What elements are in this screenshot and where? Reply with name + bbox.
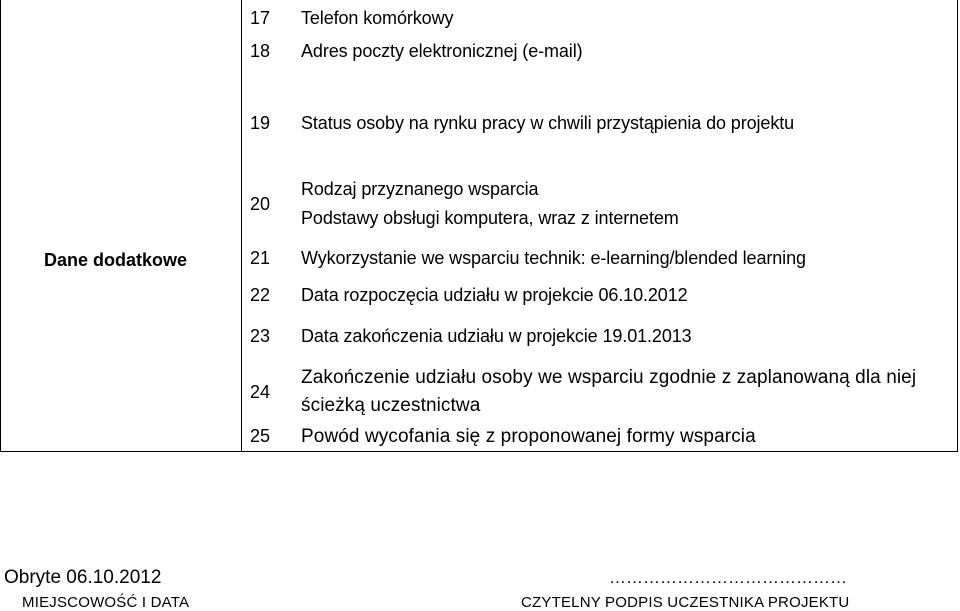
place-and-date-value: Obryte 06.10.2012 (4, 567, 162, 588)
row-text-19: Status osoby na rynku pracy w chwili przystąpienia do projektu (301, 113, 795, 133)
row-number-23: 23 (250, 326, 271, 346)
signature-caption: CZYTELNY PODPIS UCZESTNIKA PROJEKTU (521, 594, 850, 611)
row-text-22: Data rozpoczęcia udziału w projekcie 06.10.2012 (301, 285, 688, 305)
row-text-18: Adres poczty elektronicznej (e-mail) (301, 41, 583, 61)
table-left-border (0, 0, 1, 452)
row-number-17: 17 (250, 8, 271, 28)
row-number-22: 22 (250, 285, 271, 305)
row-number-18: 18 (250, 41, 271, 61)
row-text-24-line1: Zakończenie udziału osoby we wsparciu zgodnie z zaplanowaną dla niej (301, 367, 917, 388)
row-number-20: 20 (250, 194, 271, 214)
table-bottom-border (0, 451, 958, 452)
section-label: Dane dodatkowe (44, 250, 188, 270)
row-number-19: 19 (250, 113, 271, 133)
label-column-divider (241, 0, 242, 452)
row-text-21: Wykorzystanie we wsparciu technik: e-learning/blended learning (301, 248, 806, 268)
row-text-25: Powód wycofania się z proponowanej formy wsparcia (301, 426, 756, 447)
row-number-24: 24 (250, 382, 271, 402)
row-text-17: Telefon komórkowy (301, 8, 454, 28)
signature-line: …………………………………… (609, 568, 847, 587)
row-number-25: 25 (250, 426, 271, 446)
row-text-20-line1: Rodzaj przyznanego wsparcia (301, 179, 539, 199)
row-text-24-line2: ścieżką uczestnictwa (301, 395, 481, 416)
table-right-border (957, 0, 958, 452)
row-text-23: Data zakończenia udziału w projekcie 19.01.2013 (301, 326, 692, 346)
row-number-21: 21 (250, 248, 271, 268)
place-and-date-caption: MIEJSCOWOŚĆ I DATA (22, 594, 190, 611)
row-text-20-line2: Podstawy obsługi komputera, wraz z internetem (301, 208, 679, 228)
